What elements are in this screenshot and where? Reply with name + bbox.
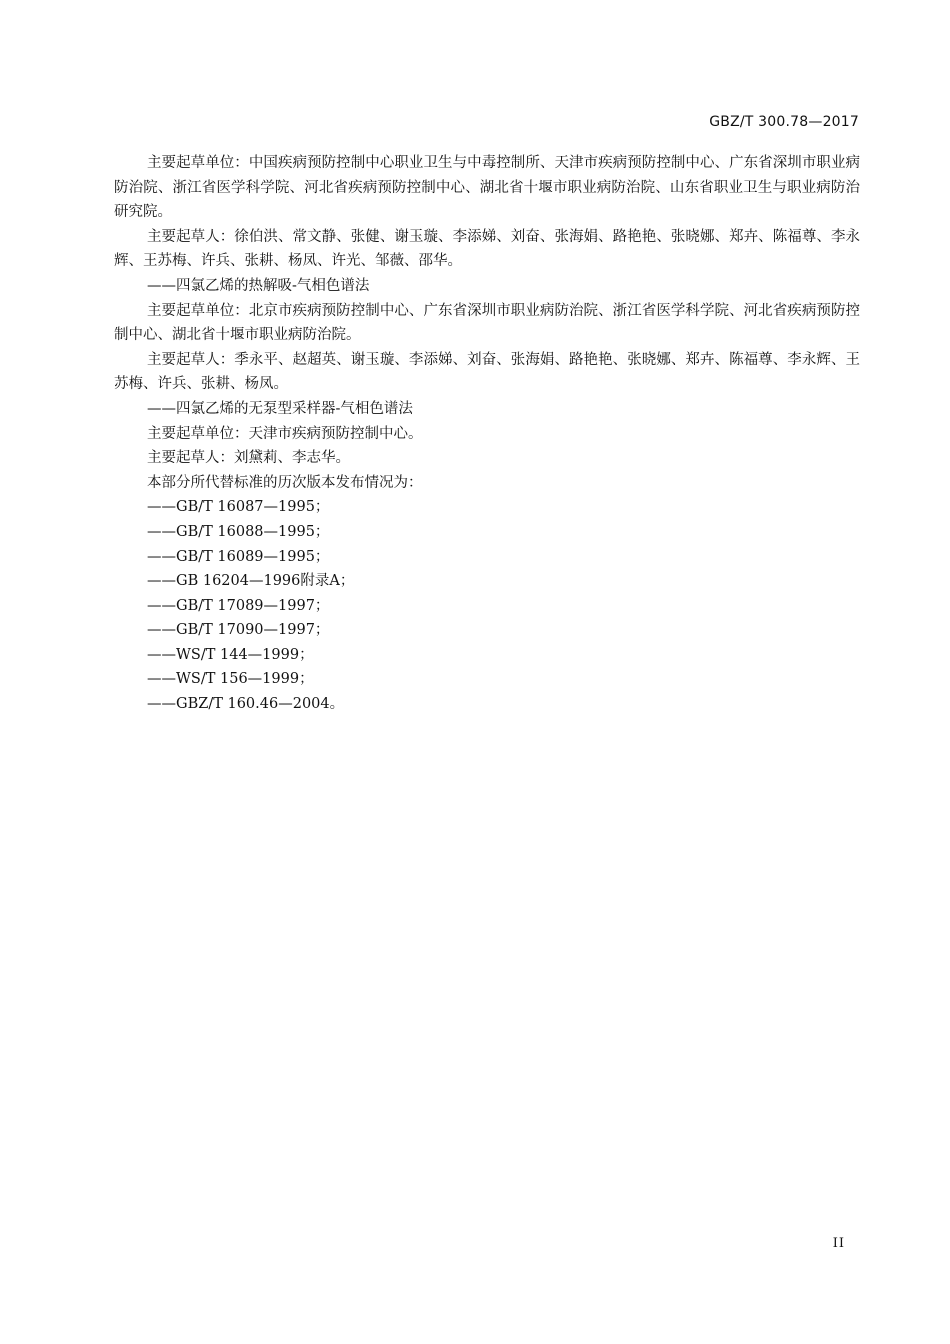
list-item: ——GB/T 16088—1995； bbox=[147, 523, 330, 540]
drafters-paragraph: 主要起草人：季永平、赵超英、谢玉璇、李添娣、刘奋、张海娟、路艳艳、张晓娜、郑卉、陈福尊、李永辉、王苏梅、许兵、张耕、杨凤。 bbox=[114, 351, 860, 393]
drafting-units-paragraph: 主要起草单位：天津市疾病预防控制中心。 bbox=[147, 425, 423, 442]
list-item: ——GBZ/T 160.46—2004。 bbox=[147, 696, 345, 713]
list-item: ——GB/T 16087—1995； bbox=[147, 499, 330, 516]
list-item: ——GB/T 16089—1995； bbox=[147, 548, 330, 565]
list-item: ——GB/T 17089—1997； bbox=[147, 597, 330, 614]
list-item: ——GB/T 17090—1997； bbox=[147, 622, 330, 639]
list-item: ——GB 16204—1996附录A； bbox=[147, 573, 355, 590]
replaced-standards-list bbox=[114, 495, 860, 716]
drafting-units-paragraph: 主要起草单位：中国疾病预防控制中心职业卫生与中毒控制所、天津市疾病预防控制中心、广东省深圳市职业病防治院、浙江省医学科学院、河北省疾病预防控制中心、湖北省十堰市职业病防治院、山东省职业卫生与职业病防治研究院。 bbox=[114, 155, 860, 221]
drafters-paragraph: 主要起草人：刘黛莉、李志华。 bbox=[147, 450, 350, 467]
method-heading-thermal-desorption: ——四氯乙烯的热解吸-气相色谱法 bbox=[147, 277, 370, 294]
method-heading-passive-sampler: ——四氯乙烯的无泵型采样器-气相色谱法 bbox=[147, 400, 413, 417]
document-body bbox=[114, 151, 860, 717]
page-number: II bbox=[832, 1236, 845, 1251]
drafters-paragraph: 主要起草人：徐伯洪、常文静、张健、谢玉璇、李添娣、刘奋、张海娟、路艳艳、张晓娜、郑卉、陈福尊、李永辉、王苏梅、许兵、张耕、杨凤、许光、邹薇、邵华。 bbox=[114, 228, 860, 270]
standard-code-header: GBZ/T 300.78—2017 bbox=[709, 114, 859, 130]
list-item: ——WS/T 144—1999； bbox=[147, 646, 314, 663]
list-item: ——WS/T 156—1999； bbox=[147, 671, 314, 688]
replaced-versions-intro: 本部分所代替标准的历次版本发布情况为： bbox=[147, 474, 423, 491]
drafting-units-paragraph: 主要起草单位：北京市疾病预防控制中心、广东省深圳市职业病防治院、浙江省医学科学院、河北省疾病预防控制中心、湖北省十堰市职业病防治院。 bbox=[114, 302, 860, 344]
